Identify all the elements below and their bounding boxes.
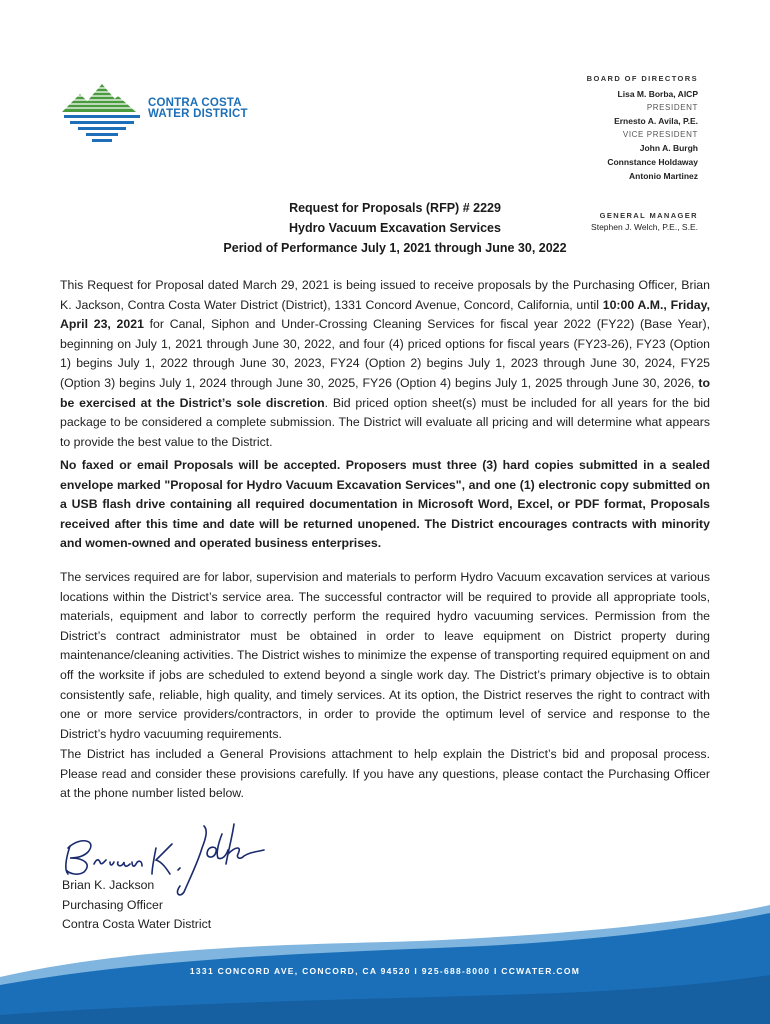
signer-name: Brian K. Jackson [62,878,155,892]
board-member-name: Antonio Martinez [629,171,698,181]
rfp-title-line-1: Request for Proposals (RFP) # 2229 [289,201,501,215]
rfp-title [200,198,590,258]
paragraph-intro [60,276,710,452]
paragraph-provisions: The District has included a General Provisions attachment to help explain the District’s bid and proposal process. Please read and consider these provisions carefully. If you have any questions, please contact the Purchasing Officer at the phone number listed below. [60,747,710,801]
paragraph-services: The services required are for labor, supervision and materials to perform Hydro Vacuum excavation services at various locations within the District’s service area. The successful contractor will be required to provide all appropriate tools, materials, equipment and labor to correctly perform the required hydro vacuuming services. Permission from the District’s contract administrator must be obtained in order to leave equipment on District property during maintenance/cleaning activities. The District wishes to minimize the expense of transporting required equipment on and off the worksite if jobs are scheduled to extend beyond a single work day. The District’s primary objective is to obtain consistently safe, reliable, high quality, and timely services. At its option, the District reserves the right to contract with one or more service providers/contractors, in order to provide the optimum level of service and response to the District’s hydro vacuuming requirements. [60,570,710,741]
signer-org: Contra Costa Water District [62,917,212,931]
intro-deadline: 10:00 A.M., Friday, April 23, 2021 [60,297,710,332]
signer-title: Purchasing Officer [62,897,163,912]
board-member-role: VICE PRESIDENT [622,130,698,139]
board-member-name: Connstance Holdaway [607,157,698,167]
footer-wave-band [0,905,770,1024]
intro-text-2: for Canal, Siphon and Under-Crossing Cleaning Services for fiscal year 2022 (FY22) (Base Year), beginning on July 1, 2021 through June 30, 2022, and four (4) priced options for fiscal years (FY23-26), FY23 (Option 1) begins July 1, 2022 through June 30, 2023, FY24 (Option 2) begins July 1, 2023 through June 30, 2024, FY25 (Option 3) begins July 1, 2024 through June 30, 2025, FY26 (Option 4) begins July 1, 2025 through June 30, 2026, [60,317,710,390]
board-heading: BOARD OF DIRECTORS [586,74,698,83]
board-of-directors [478,74,698,183]
gm-heading: GENERAL MANAGER [599,211,698,220]
board-member-name: Ernesto A. Avila, P.E. [614,116,698,126]
board-member-role: PRESIDENT [646,103,698,112]
paragraph-submission: No faxed or email Proposals will be accepted. Proposers must three (3) hard copies submitted in a sealed envelope marked "Proposal for Hydro Vacuum Excavation Services", and one (1) electronic copy submitted on a USB flash drive containing all required documentation in Microsoft Word, Excel, or PDF format, Proposals received after this time and date will be returned unopened. The District encourages contracts with minority and women-owned and operated business enterprises. [60,458,710,551]
district-logo [60,76,260,146]
intro-discretion: to be exercised at the District’s sole discretion [60,375,710,410]
gm-name: Stephen J. Welch, P.E., S.E. [591,222,698,232]
board-member-name: John A. Burgh [639,143,698,153]
mountain-water-icon [60,76,150,146]
intro-text-1: This Request for Proposal dated March 29, 2021 is being issued to receive proposals by the Purchasing Officer, Brian K. Jackson, Contra Costa Water District (District), 1331 Concord Avenue, Concord, California, until [60,278,710,312]
rfp-title-line-3: Period of Performance July 1, 2021 through June 30, 2022 [223,241,567,255]
footer-contact: 1331 CONCORD AVE, CONCORD, CA 94520 I 925-688-8000 I CCWATER.COM [189,966,581,976]
logo-line-1: CONTRA COSTA [148,97,242,109]
board-member-name: Lisa M. Borba, AICP [617,89,698,99]
rfp-title-line-2: Hydro Vacuum Excavation Services [289,221,501,235]
logo-line-2: WATER DISTRICT [148,108,248,120]
intro-text-3: . Bid priced option sheet(s) must be included for all years for the bid package to be considered a complete submission. The District will evaluate all pricing and will determine what appears to provide the best value to the District. [60,395,711,449]
